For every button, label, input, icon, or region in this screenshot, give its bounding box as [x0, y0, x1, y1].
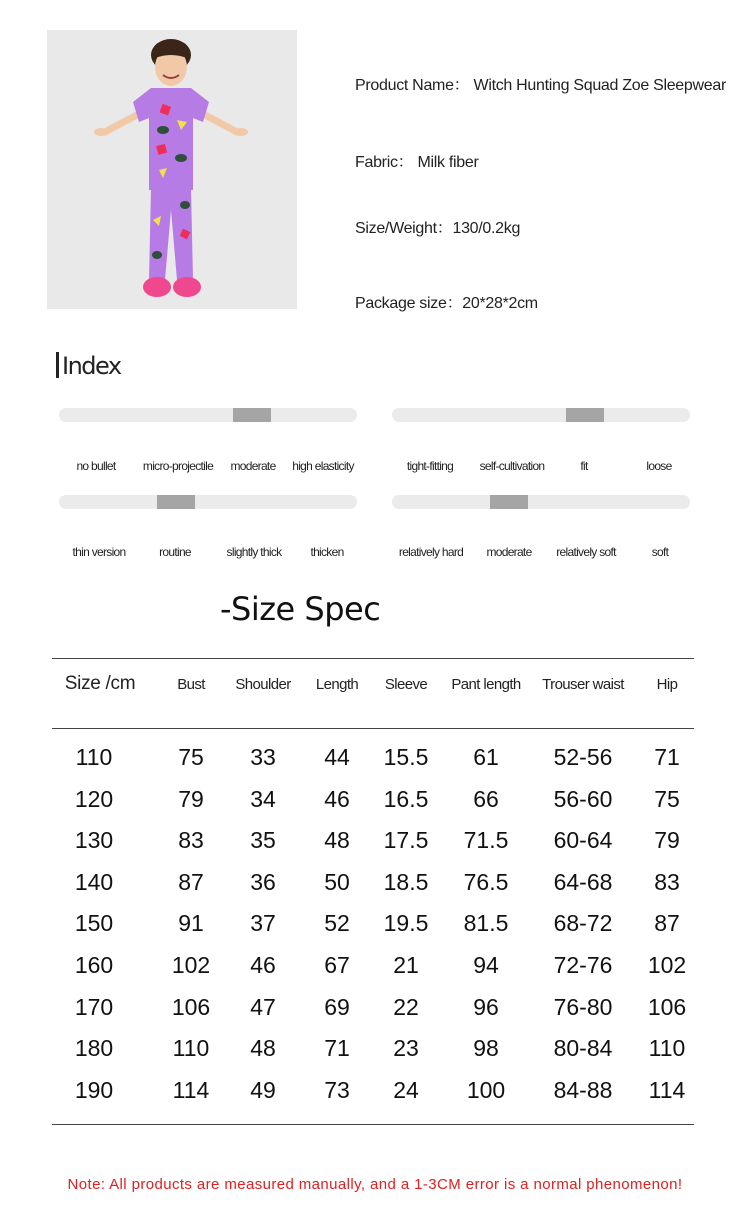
table-cell: 87 [654, 910, 680, 937]
table-cell: 81.5 [463, 910, 509, 937]
header-pant-length: Pant length [451, 676, 521, 693]
measurement-note: Note: All products are measured manually, and a 1-3CM error is a normal phenomenon! [67, 1176, 683, 1193]
table-cell: 76.5 [463, 868, 509, 895]
table-cell: 60-64 [553, 827, 613, 854]
table-cell: 102 [647, 952, 687, 978]
table-cell: 67 [324, 952, 350, 978]
header-trouser-waist: Trouser waist [542, 676, 624, 693]
table-cell: 83 [178, 827, 204, 854]
thickness-option: thicken [310, 545, 344, 559]
table-cell: 71.5 [463, 827, 509, 854]
fit-option: tight-fitting [406, 459, 454, 473]
table-cell: 46 [324, 785, 350, 812]
table-cell: 44 [324, 744, 350, 770]
table-cell: 130 [74, 827, 114, 854]
table-top-rule [52, 658, 694, 659]
table-cell: 19.5 [383, 910, 429, 937]
header-size: Size /cm [64, 673, 136, 694]
table-cell: 94 [473, 952, 499, 978]
table-cell: 170 [74, 993, 114, 1020]
table-cell: 64-68 [553, 868, 613, 895]
fit-option: fit [580, 459, 588, 473]
fabric-line: Fabric： Milk fiber [355, 154, 479, 171]
product-name-line: Product Name： Witch Hunting Squad Zoe Sleepwear [355, 77, 726, 94]
fit-slider-marker [566, 408, 604, 422]
table-cell: 48 [250, 1035, 276, 1062]
table-cell: 16.5 [383, 785, 429, 812]
elasticity-option: moderate [230, 459, 276, 473]
table-cell: 50 [324, 868, 350, 895]
softness-option: moderate [486, 545, 532, 559]
table-cell: 71 [324, 1035, 350, 1062]
table-cell: 75 [654, 785, 680, 812]
table-cell: 84-88 [553, 1076, 613, 1103]
table-cell: 80-84 [553, 1035, 613, 1062]
table-cell: 180 [74, 1035, 114, 1062]
fit-option: loose [646, 459, 672, 473]
elasticity-option: high elasticity [292, 459, 354, 473]
table-cell: 52 [324, 910, 350, 937]
table-cell: 47 [250, 993, 276, 1020]
header-bust: Bust [177, 676, 205, 693]
table-cell: 160 [74, 952, 114, 978]
table-cell: 21 [393, 952, 419, 978]
table-cell: 71 [654, 744, 680, 770]
table-cell: 69 [324, 993, 350, 1020]
table-cell: 87 [178, 868, 204, 895]
index-heading [56, 352, 121, 380]
softness-option: relatively hard [398, 545, 464, 559]
table-cell: 102 [171, 952, 211, 978]
thickness-slider [59, 495, 357, 509]
table-cell: 96 [473, 993, 499, 1020]
header-shoulder: Shoulder [235, 676, 291, 693]
table-cell: 33 [250, 744, 276, 770]
table-cell: 17.5 [383, 827, 429, 854]
fit-option: self-cultivation [479, 459, 545, 473]
child-in-pajamas-illustration [47, 30, 297, 309]
thickness-option: slightly thick [226, 545, 282, 559]
thickness-slider-marker [157, 495, 195, 509]
table-cell: 22 [393, 993, 419, 1020]
table-cell: 98 [473, 1035, 499, 1062]
table-cell: 75 [178, 744, 204, 770]
table-cell: 190 [74, 1076, 114, 1103]
elasticity-slider-marker [233, 408, 271, 422]
thickness-option: thin version [72, 545, 126, 559]
softness-option: soft [651, 545, 669, 559]
softness-slider-marker [490, 495, 528, 509]
table-cell: 24 [393, 1076, 419, 1103]
table-cell: 72-76 [553, 952, 613, 978]
elasticity-option: micro-projectile [142, 459, 214, 473]
fit-slider [392, 408, 690, 422]
table-cell: 106 [647, 993, 687, 1020]
table-cell: 114 [172, 1076, 210, 1103]
table-cell: 76-80 [553, 993, 613, 1020]
table-cell: 110 [172, 1035, 210, 1062]
table-cell: 37 [250, 910, 276, 937]
heading-bar [56, 352, 59, 378]
table-cell: 36 [250, 868, 276, 895]
header-hip: Hip [656, 676, 678, 693]
header-sleeve: Sleeve [384, 676, 428, 693]
table-cell: 52-56 [553, 744, 613, 770]
table-cell: 56-60 [553, 785, 613, 812]
table-cell: 83 [654, 868, 680, 895]
table-cell: 100 [466, 1076, 506, 1103]
table-cell: 110 [648, 1035, 686, 1062]
table-cell: 79 [654, 827, 680, 854]
size-spec-title: -Size Spec [220, 590, 381, 628]
index-heading-text: Index [62, 352, 121, 380]
table-cell: 23 [393, 1035, 419, 1062]
thickness-option: routine [159, 545, 191, 559]
package-size-line: Package size：20*28*2cm [355, 295, 538, 312]
table-cell: 35 [250, 827, 276, 854]
table-cell: 46 [250, 952, 276, 978]
table-header-rule [52, 728, 694, 729]
table-cell: 34 [250, 785, 276, 812]
table-cell: 140 [74, 868, 114, 895]
table-cell: 106 [171, 993, 211, 1020]
table-cell: 61 [473, 744, 499, 770]
table-cell: 68-72 [553, 910, 613, 937]
table-cell: 66 [473, 785, 499, 812]
table-bottom-rule [52, 1124, 694, 1125]
softness-option: relatively soft [556, 545, 616, 559]
table-cell: 48 [324, 827, 350, 854]
elasticity-option: no bullet [76, 459, 116, 473]
elasticity-slider [59, 408, 357, 422]
product-photo [47, 30, 297, 309]
table-cell: 73 [324, 1076, 350, 1103]
table-cell: 79 [178, 785, 204, 812]
table-cell: 114 [648, 1076, 686, 1103]
softness-slider [392, 495, 690, 509]
table-cell: 150 [74, 910, 114, 937]
table-cell: 91 [178, 910, 204, 937]
table-cell: 49 [250, 1076, 276, 1103]
header-length: Length [315, 676, 359, 693]
table-cell: 18.5 [383, 868, 429, 895]
table-cell: 15.5 [383, 744, 429, 770]
size-weight-line: Size/Weight：130/0.2kg [355, 220, 521, 237]
table-cell: 110 [75, 744, 113, 770]
table-cell: 120 [74, 785, 114, 812]
